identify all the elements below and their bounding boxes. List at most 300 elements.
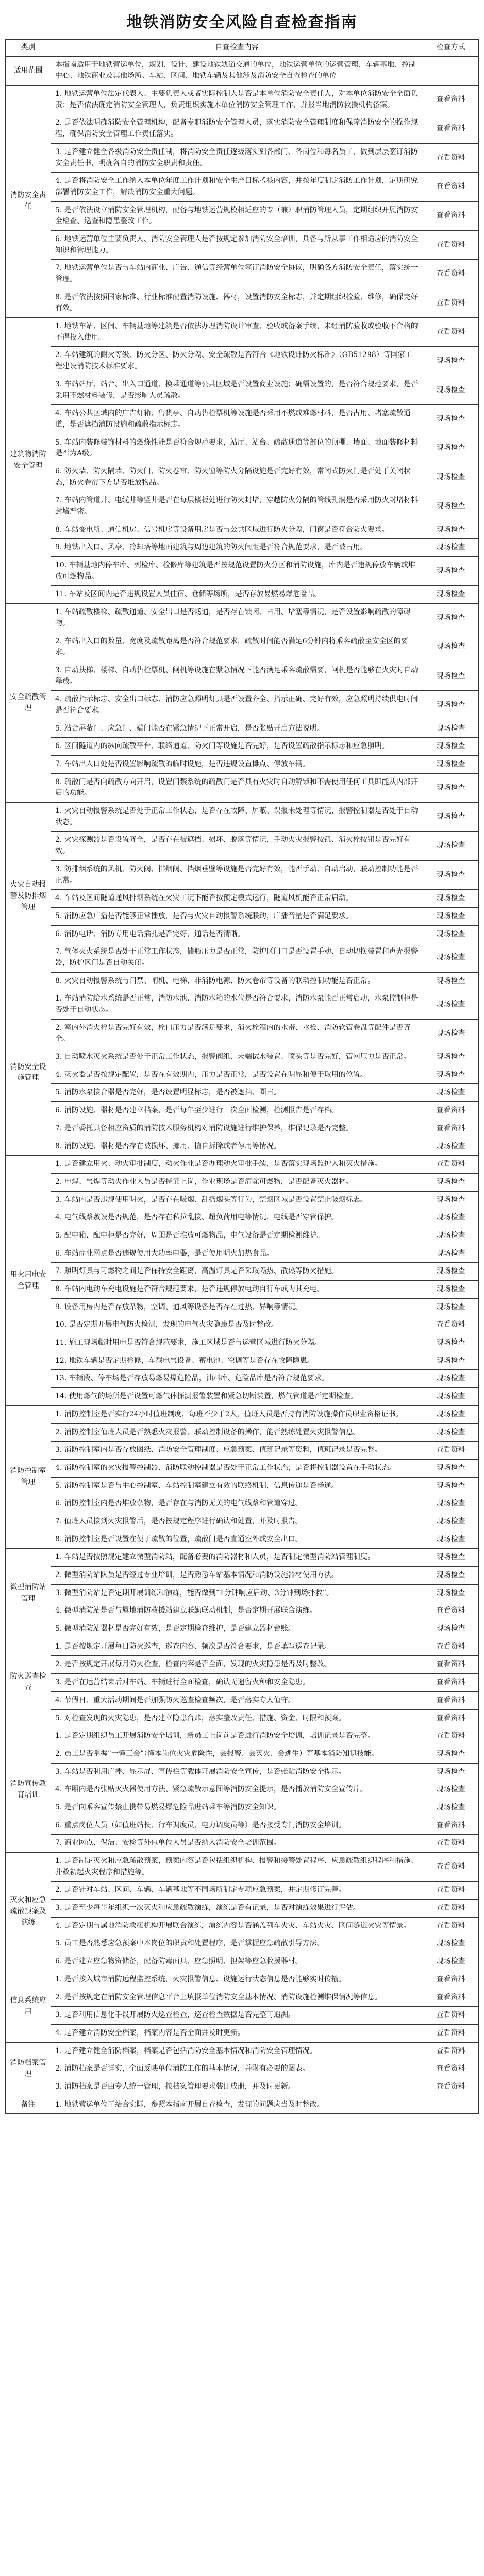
category-cell: 安全疏散管理 [6, 604, 51, 803]
check-method-cell: 现场检查 [423, 925, 479, 943]
check-item-text: 3. 车站站厅、站台、出入口通道、换乘通道等公共区域是否设置商业设施；确需设置的，是否符合规范要求，是否采用不燃材料装修，是否影响人员疏散。 [51, 376, 423, 404]
check-method-cell: 现场检查 [423, 720, 479, 738]
check-method-cell: 现场检查 [423, 1531, 479, 1549]
check-method-cell: 现场检查 [423, 1245, 479, 1263]
check-method-cell: 查看资料 [423, 1727, 479, 1745]
table-row [6, 662, 479, 690]
check-method-cell: 查看资料 [423, 1656, 479, 1674]
check-item-text: 1. 车站消防给水系统是否正常，消防水池、消防水箱的水位是否符合要求，消防水泵能否正常启动，水泵控制柜是否处于自动状态。 [51, 990, 423, 1019]
check-item-text: 3. 自动扶梯、楼梯、自动售检票机、闸机等设施在紧急情况下能否满足乘客疏散需要，闸机是否能够在火灾时自动释放。 [51, 662, 423, 690]
table-row [6, 1971, 479, 1989]
table-row [6, 691, 479, 720]
table-row [6, 633, 479, 662]
check-item-text: 3. 消防控制室内是否存放图纸、消防安全管理制度、应急预案、值班记录等资料，值班记录是否完整。 [51, 1442, 423, 1460]
check-method-cell: 现场检查 [423, 463, 479, 492]
check-item-text: 8. 消防控制室是否设置在便于疏散的位置，疏散门是否直通室外或安全出口。 [51, 1531, 423, 1549]
table-body [6, 56, 479, 2114]
check-method-cell [423, 2096, 479, 2114]
check-method-cell: 现场检查 [423, 1138, 479, 1156]
check-item-text: 4. 消防控制室的火灾报警控制器、消防联动控制器是否处于正常工作状态，是否将控制器设置在手动状态。 [51, 1459, 423, 1477]
table-row [6, 557, 479, 586]
check-item-text: 6. 是否建立应急物资储备，配备防毒面具、应急照明、担架等应急救援器材。 [51, 1953, 423, 1971]
category-cell: 火灾自动报警及防排烟管理 [6, 803, 51, 990]
check-item-text: 1. 是否接入城市消防远程监控系统，火灾报警信息、设施运行状态信息是否能够实时传输。 [51, 1971, 423, 1989]
table-row [6, 860, 479, 889]
check-item-text: 4. 车厢内是否张贴灭火器使用方法、紧急疏散示意图等消防安全提示，是否播放消防安全宣传片。 [51, 1781, 423, 1799]
table-row [6, 1334, 479, 1352]
check-method-cell: 现场检查 [423, 738, 479, 756]
table-row [6, 972, 479, 990]
check-item-text: 5. 车站内装修装饰材料的燃烧性能是否符合规范要求，站厅、站台、疏散通道等部位的顶棚、墙面、地面装修材料是否为A级。 [51, 434, 423, 463]
check-item-text: 3. 是否建立健全各级消防安全责任制，将消防安全责任逐级落实到各部门、各岗位和每名员工，做到层层签订消防安全责任书，明确各自的消防安全职责和责任。 [51, 143, 423, 172]
check-method-cell: 现场检查 [423, 492, 479, 521]
check-item-text: 7. 值班人员接到火灾报警后，是否按规定程序进行确认和处置，并及时报告。 [51, 1513, 423, 1531]
check-item-text: 1. 是否制定灭火和应急疏散预案，预案内容是否包括组织机构、报警和接警处置程序、应急疏散组织程序和措施、扑救初起火灾程序和措施等。 [51, 1853, 423, 1882]
check-method-cell: 现场检查 [423, 1763, 479, 1781]
table-row [6, 1656, 479, 1674]
check-item-text: 5. 消防应急广播是否能够正常播放，是否与火灾自动报警系统联动，广播音量是否满足要求。 [51, 907, 423, 925]
check-item-text: 1. 是否建立用火、动火审批制度，动火作业是否办理动火审批手续，是否落实现场监护人和灭火措施。 [51, 1156, 423, 1174]
check-item-text: 1. 是否按规定开展每日防火巡查，巡查内容、频次是否符合要求，是否填写巡查记录。 [51, 1638, 423, 1656]
table-row [6, 1138, 479, 1156]
check-method-cell: 现场检查 [423, 1084, 479, 1102]
header-content: 自查检查内容 [51, 40, 423, 57]
check-method-cell: 查看资料 [423, 2042, 479, 2060]
check-item-text: 9. 设备用房内是否存放杂物，空调、通风等设备是否存在过热、异响等情况。 [51, 1298, 423, 1316]
check-method-cell: 查看资料 [423, 230, 479, 259]
check-method-cell: 现场检查 [423, 1048, 479, 1066]
check-method-cell: 现场检查 [423, 943, 479, 972]
table-row [6, 907, 479, 925]
check-method-cell: 现场检查 [423, 972, 479, 990]
check-method-cell: 现场检查 [423, 803, 479, 832]
table-row [6, 890, 479, 908]
check-method-cell: 现场检查 [423, 691, 479, 720]
check-item-text: 7. 是否委托具备相应资质的消防技术服务机构对消防设施进行维护保养，维保记录是否完整。 [51, 1120, 423, 1138]
check-method-cell: 现场检查 [423, 1953, 479, 1971]
table-row [6, 2024, 479, 2042]
check-method-cell [423, 56, 479, 85]
check-item-text: 5. 对检查发现的火灾隐患，是否建立隐患台账，落实整改责任、措施、资金、时限和预案。 [51, 1709, 423, 1727]
check-method-cell: 查看资料 [423, 1602, 479, 1620]
check-method-cell: 现场检查 [423, 434, 479, 463]
table-row [6, 1298, 479, 1316]
check-item-text: 2. 车站建筑的耐火等级、防火分区、防火分隔、安全疏散是否符合《地铁设计防火标准》（GB51298）等国家工程建设消防技术标准要求。 [51, 347, 423, 376]
check-item-text: 1. 火灾自动报警系统是否处于正常工作状态，是否存在故障、屏蔽、误报未处理等情况，报警控制器是否处于自动状态。 [51, 803, 423, 832]
check-item-text: 13. 车辆段、停车场是否存放易燃易爆危险品，油料库、危险品库是否符合规范要求。 [51, 1370, 423, 1388]
table-header-row [6, 40, 479, 57]
check-method-cell: 现场检查 [423, 1352, 479, 1370]
check-method-cell: 查看资料 [423, 1102, 479, 1120]
table-row [6, 173, 479, 201]
category-cell: 信息系统应用 [6, 1971, 51, 2042]
table-row [6, 604, 479, 633]
check-item-text: 3. 车站内是否违规使用明火，是否存在吸烟、乱扔烟头等行为，禁烟区域是否设置禁止吸烟标志。 [51, 1191, 423, 1209]
check-item-text: 7. 照明灯具与可燃物之间是否保持安全距离，高温灯具是否采取隔热、散热等防火措施。 [51, 1263, 423, 1281]
table-row [6, 1602, 479, 1620]
check-method-cell: 现场检查 [423, 662, 479, 690]
table-row [6, 56, 479, 85]
check-item-text: 2. 消防控制室值班人员是否熟悉火灾报警、联动控制设备的操作，能否熟练处置火灾报警信息。 [51, 1423, 423, 1442]
check-item-text: 5. 微型消防站器材是否完好有效，是否定期检查维护，是否建立器材台账。 [51, 1620, 423, 1638]
table-row [6, 347, 479, 376]
table-row [6, 1567, 479, 1585]
check-method-cell: 现场检查 [423, 1191, 479, 1209]
check-item-text: 4. 车站公共区域内的广告灯箱、售货亭、自动售检票机等设施是否采用不燃或难燃材料，是否占用、堵塞疏散通道，是否遮挡消防设施和疏散指示标志。 [51, 405, 423, 434]
check-item-text: 11. 车站及区间内是否违规设置人员住宿、仓储等场所，是否存放易燃易爆危险品。 [51, 586, 423, 604]
table-row [6, 521, 479, 539]
check-item-text: 6. 区间隧道内的纵向疏散平台、联络通道、防火门等设施是否完好，是否设置疏散指示标志和应急照明。 [51, 738, 423, 756]
table-row [6, 1674, 479, 1692]
check-item-text: 7. 车站内管道井、电缆井等竖井是否在每层楼板处进行防火封堵，穿越防火分隔的管线孔洞是否采用防火封堵材料封堵严密。 [51, 492, 423, 521]
table-row [6, 318, 479, 347]
check-item-text: 8. 车站内电动车充电设施是否符合规范要求，是否违规停放电动自行车或为其充电。 [51, 1281, 423, 1299]
check-item-text: 4. 电气线路敷设是否规范，是否存在私拉乱接、超负荷用电等情况，电线是否穿管保护。 [51, 1209, 423, 1227]
check-method-cell: 查看资料 [423, 1442, 479, 1460]
table-row [6, 1638, 479, 1656]
check-method-cell: 现场检查 [423, 907, 479, 925]
check-method-cell: 查看资料 [423, 143, 479, 172]
check-method-cell: 现场检查 [423, 1334, 479, 1352]
checklist-table [5, 39, 479, 2114]
table-row [6, 1835, 479, 1853]
category-cell: 适用范围 [6, 56, 51, 85]
check-item-text: 4. 微型消防站是否与属地消防救援站建立联勤联动机制，是否定期开展联合演练。 [51, 1602, 423, 1620]
check-method-cell: 查看资料 [423, 289, 479, 317]
check-item-text: 1. 是否建立健全消防档案，档案是否包括消防安全基本情况和消防安全管理情况。 [51, 2042, 423, 2060]
check-item-text: 8. 车站变电所、通信机房、信号机房等设备用房是否与公共区域进行防火分隔，门窗是否符合防火要求。 [51, 521, 423, 539]
check-item-text: 4. 是否建立消防安全档案，档案内容是否全面并及时更新。 [51, 2024, 423, 2042]
table-row [6, 405, 479, 434]
table-row [6, 1745, 479, 1763]
table-row [6, 1853, 479, 1882]
table-row [6, 1352, 479, 1370]
table-row [6, 1584, 479, 1602]
check-method-cell: 现场检查 [423, 1584, 479, 1602]
table-row [6, 1900, 479, 1918]
check-item-text: 1. 地铁营运单位可结合实际，参照本指南开展自查检查，发现的问题应当及时整改。 [51, 2096, 423, 2114]
check-method-cell: 查看资料 [423, 173, 479, 201]
table-row [6, 1388, 479, 1406]
check-method-cell: 现场检查 [423, 1405, 479, 1423]
table-row [6, 1727, 479, 1745]
table-row [6, 1989, 479, 2007]
check-method-cell: 查看资料 [423, 1835, 479, 1853]
check-method-cell: 现场检查 [423, 1388, 479, 1406]
category-cell: 消防安全设施管理 [6, 990, 51, 1156]
check-method-cell: 查看资料 [423, 1989, 479, 2007]
check-method-cell: 现场检查 [423, 1495, 479, 1513]
table-row [6, 1156, 479, 1174]
table-row [6, 1709, 479, 1727]
table-row [6, 990, 479, 1019]
check-item-text: 2. 是否针对车站、区间、车辆、车辆基地等不同场所制定专项应急预案，并定期修订完善。 [51, 1882, 423, 1900]
table-row [6, 1173, 479, 1191]
table-row [6, 943, 479, 972]
check-method-cell: 查看资料 [423, 2060, 479, 2078]
table-row [6, 2060, 479, 2078]
check-method-cell: 现场检查 [423, 521, 479, 539]
check-method-cell: 查看资料 [423, 1156, 479, 1174]
check-method-cell: 查看资料 [423, 2078, 479, 2096]
table-row [6, 1763, 479, 1781]
table-row [6, 2042, 479, 2060]
category-cell: 灭火和应急疏散预案及演练 [6, 1853, 51, 1971]
check-item-text: 2. 微型消防站队员是否经过专业培训，是否熟悉车站基本情况和消防设施器材使用方法。 [51, 1567, 423, 1585]
table-row [6, 1209, 479, 1227]
check-method-cell: 查看资料 [423, 1674, 479, 1692]
check-item-text: 5. 是否依法设立消防安全管理机构，配备与地铁运营规模相适应的专（兼）职消防管理人员，定期组织开展消防安全检查、巡查和隐患整改工作。 [51, 201, 423, 230]
check-method-cell: 查看资料 [423, 201, 479, 230]
check-item-text: 7. 地铁运营单位是否与车站内商业、广告、通信等经营单位签订消防安全协议，明确各方消防安全责任，落实统一管理。 [51, 260, 423, 289]
check-item-text: 7. 商业网点、保洁、安检等外包单位人员是否纳入消防安全培训范围。 [51, 1835, 423, 1853]
check-method-cell: 查看资料 [423, 1691, 479, 1709]
check-method-cell: 现场检查 [423, 832, 479, 860]
check-method-cell: 现场检查 [423, 1620, 479, 1638]
table-row [6, 803, 479, 832]
table-row [6, 1495, 479, 1513]
check-method-cell: 现场检查 [423, 890, 479, 908]
check-method-cell: 现场检查 [423, 1745, 479, 1763]
check-method-cell: 查看资料 [423, 260, 479, 289]
table-row [6, 1691, 479, 1709]
table-row [6, 143, 479, 172]
check-item-text: 2. 车站出入口的数量、宽度及疏散距离是否符合规范要求，疏散时间能否满足6分钟内将乘客疏散至安全区的要求。 [51, 633, 423, 662]
check-item-text: 5. 消防水泵接合器是否完好，是否设置明显标志，是否被遮挡、圈占。 [51, 1084, 423, 1102]
check-method-cell: 现场检查 [423, 1423, 479, 1442]
check-item-text: 3. 是否至少每半年组织一次灭火和应急疏散演练，演练是否有记录，是否对演练效果进行评估。 [51, 1900, 423, 1918]
check-method-cell: 现场检查 [423, 756, 479, 774]
check-item-text: 1. 是否定期组织员工开展消防安全培训，新员工上岗前是否进行消防安全培训，培训记录是否完整。 [51, 1727, 423, 1745]
check-item-text: 2. 员工是否掌握“一懂三会”（懂本岗位火灾危险性，会报警、会灭火、会逃生）等基本消防知识技能。 [51, 1745, 423, 1763]
check-method-cell: 现场检查 [423, 1781, 479, 1799]
check-method-cell: 查看资料 [423, 1120, 479, 1138]
table-row [6, 1423, 479, 1442]
header-category: 类别 [6, 40, 51, 57]
check-method-cell: 现场检查 [423, 1263, 479, 1281]
table-row [6, 1799, 479, 1817]
check-method-cell: 现场检查 [423, 1549, 479, 1567]
check-method-cell: 现场检查 [423, 773, 479, 802]
category-cell: 消防宣传教育培训 [6, 1727, 51, 1853]
table-row [6, 230, 479, 259]
check-item-text: 6. 车站商业网点是否违规使用大功率电器，是否使用明火加热食品。 [51, 1245, 423, 1263]
check-item-text: 本指南适用于地铁营运单位，规划、设计、建设地铁轨道交通的单位，地铁运营单位的运营管理、车辆基地、控制中心、地铁商业及其他场所、车站、区间、地铁车辆及其他涉及消防安全自查检查的单位 [51, 56, 423, 85]
check-method-cell: 现场检查 [423, 1298, 479, 1316]
table-row [6, 376, 479, 404]
check-method-cell: 现场检查 [423, 1281, 479, 1299]
check-item-text: 3. 是否利用信息化手段开展防火巡查检查，巡查检查数据是否完整可追溯。 [51, 2007, 423, 2025]
check-item-text: 3. 消防档案是否由专人统一管理，按档案管理要求装订成册，并及时更新。 [51, 2078, 423, 2096]
table-row [6, 1781, 479, 1799]
table-row [6, 832, 479, 860]
check-method-cell: 查看资料 [423, 1817, 479, 1835]
table-row [6, 586, 479, 604]
table-row [6, 539, 479, 557]
check-method-cell: 查看资料 [423, 1853, 479, 1882]
category-cell: 备注 [6, 2096, 51, 2114]
table-row [6, 720, 479, 738]
table-row [6, 1917, 479, 1935]
table-row [6, 1442, 479, 1460]
table-row [6, 1370, 479, 1388]
check-item-text: 4. 疏散指示标志、安全出口标志、消防应急照明灯具是否设置齐全、指示正确、完好有效，应急照明持续供电时间是否符合要求。 [51, 691, 423, 720]
check-item-text: 5. 员工是否熟悉应急预案中本岗位的职责和处置程序，是否掌握应急疏散引导方法。 [51, 1935, 423, 1953]
check-item-text: 6. 地铁运营单位主要负责人、消防安全管理人是否按规定参加消防安全培训，具备与所从事工作相适应的消防安全知识和管理能力。 [51, 230, 423, 259]
check-method-cell: 查看资料 [423, 1709, 479, 1727]
check-method-cell: 查看资料 [423, 1971, 479, 1989]
check-item-text: 8. 消防设施、器材是否存在被损坏、挪用、擅自拆除或者停用等情况。 [51, 1138, 423, 1156]
table-row [6, 1405, 479, 1423]
check-item-text: 6. 消防控制室内是否堆放杂物，是否存在与消防无关的电气线路和管道穿过。 [51, 1495, 423, 1513]
table-row [6, 1066, 479, 1084]
check-item-text: 2. 消防档案是否详实，全面反映单位消防工作的基本情况，并附有必要的图表。 [51, 2060, 423, 2078]
table-row [6, 1084, 479, 1102]
table-row [6, 1019, 479, 1048]
table-row [6, 434, 479, 463]
table-row [6, 1882, 479, 1900]
table-row [6, 1048, 479, 1066]
check-method-cell: 查看资料 [423, 2024, 479, 2042]
table-row [6, 1120, 479, 1138]
table-row [6, 1953, 479, 1971]
check-item-text: 2. 是否依法明确消防安全管理机构，配备专职消防安全管理人员，落实消防安全管理制度和保障消防安全的操作规程，确保消防安全管理工作责任落实。 [51, 114, 423, 143]
check-item-text: 8. 是否依法按照国家标准、行业标准配置消防设施、器材，设置消防安全标志，并定期组织检验、维修，确保完好有效。 [51, 289, 423, 317]
check-item-text: 2. 电焊、气焊等动火作业人员是否持证上岗，作业现场是否清除可燃物，是否配备灭火器材。 [51, 1173, 423, 1191]
check-method-cell: 现场检查 [423, 990, 479, 1019]
check-method-cell: 现场检查 [423, 1935, 479, 1953]
check-method-cell: 现场检查 [423, 539, 479, 557]
check-method-cell: 查看资料 [423, 1638, 479, 1656]
table-row [6, 756, 479, 774]
check-method-cell: 现场检查 [423, 1513, 479, 1531]
check-item-text: 11. 施工现场临时用电是否符合规范要求，施工区域是否与运营区域进行防火分隔。 [51, 1334, 423, 1352]
check-item-text: 1. 地铁车站、区间、车辆基地等建筑是否依法办理消防设计审查、验收或备案手续，未经消防验收或验收不合格的不得投入使用。 [51, 318, 423, 347]
category-cell: 微型消防站管理 [6, 1549, 51, 1638]
check-method-cell: 现场检查 [423, 633, 479, 662]
check-item-text: 8. 火灾自动报警系统与门禁、闸机、电梯、非消防电源、防火卷帘等设备的联动控制功能是否正常。 [51, 972, 423, 990]
check-item-text: 12. 地铁车辆是否定期检修，车载电气设备、蓄电池、空调等是否存在故障隐患。 [51, 1352, 423, 1370]
check-item-text: 14. 使用燃气的场所是否设置可燃气体探测报警装置和紧急切断装置，燃气管道是否定期检查。 [51, 1388, 423, 1406]
check-item-text: 5. 配电箱、配电柜是否完好，周围是否堆放可燃物品，电气设备是否定期检测维护。 [51, 1227, 423, 1245]
check-item-text: 3. 自动喷水灭火系统是否处于正常工作状态，报警阀组、末端试水装置、喷头等是否完好，管网压力是否正常。 [51, 1048, 423, 1066]
check-item-text: 5. 站台屏蔽门、应急门、端门能否在紧急情况下正常开启，是否张贴开启方法说明。 [51, 720, 423, 738]
table-row [6, 86, 479, 114]
check-item-text: 4. 是否将消防安全工作纳入本单位年度工作计划和安全生产目标考核内容，并按年度制定消防工作计划，定期研究部署消防安全工作，解决消防安全重大问题。 [51, 173, 423, 201]
table-row [6, 1620, 479, 1638]
check-method-cell: 现场检查 [423, 860, 479, 889]
check-item-text: 5. 消防控制室是否与中心控制室、车站控制室建立有效的联络机制，信息传递是否畅通。 [51, 1477, 423, 1495]
check-item-text: 2. 室内外消火栓是否完好有效，栓口压力是否满足要求，消火栓箱内的水带、水枪、消防软管卷盘等配件是否齐全。 [51, 1019, 423, 1048]
category-cell: 消防安全责任 [6, 86, 51, 318]
check-method-cell: 现场检查 [423, 405, 479, 434]
table-row [6, 1191, 479, 1209]
table-row [6, 1549, 479, 1567]
check-method-cell: 查看资料 [423, 1900, 479, 1918]
table-row [6, 289, 479, 317]
check-item-text: 6. 防火墙、防火隔墙、防火门、防火卷帘、防火窗等防火分隔设施是否完好有效，常闭式防火门是否处于关闭状态，防火卷帘下方是否堆放物品。 [51, 463, 423, 492]
category-cell: 防火巡查检查 [6, 1638, 51, 1727]
table-row [6, 2007, 479, 2025]
check-method-cell: 现场检查 [423, 1370, 479, 1388]
check-item-text: 8. 疏散门是否向疏散方向开启，设置门禁系统的疏散门是否具有火灾时自动解锁和不需使用任何工具即能从内部开启的功能。 [51, 773, 423, 802]
check-item-text: 2. 是否按规定开展每月防火检查，检查内容是否全面，发现的火灾隐患是否及时整改。 [51, 1656, 423, 1674]
check-item-text: 6. 消防电话、消防专用电话插孔是否完好，通话是否清晰。 [51, 925, 423, 943]
table-row [6, 114, 479, 143]
check-item-text: 3. 是否在运营结束后对车站、车辆进行全面检查，确认无遗留火种和安全隐患。 [51, 1674, 423, 1692]
check-method-cell: 现场检查 [423, 604, 479, 633]
table-row [6, 773, 479, 802]
check-item-text: 4. 节假日、重大活动期间是否加强防火巡查检查频次，是否落实专人值守。 [51, 1691, 423, 1709]
table-row [6, 1459, 479, 1477]
check-method-cell: 查看资料 [423, 1917, 479, 1935]
check-item-text: 1. 车站是否按照规定建立微型消防站，配备必要的消防器材和人员，是否制定微型消防站管理制度。 [51, 1549, 423, 1567]
check-item-text: 4. 是否定期与属地消防救援机构开展联合演练，演练内容是否涵盖列车火灾、车站火灾、区间隧道火灾等情景。 [51, 1917, 423, 1935]
table-row [6, 1245, 479, 1263]
check-method-cell: 现场检查 [423, 347, 479, 376]
table-row [6, 1316, 479, 1334]
check-item-text: 3. 防排烟系统的风机、防火阀、排烟阀、挡烟垂壁等设施是否完好有效，能否手动、自动启动，联动控制功能是否正常。 [51, 860, 423, 889]
category-cell: 建筑物消防安全管理 [6, 318, 51, 604]
table-row [6, 463, 479, 492]
check-item-text: 1. 地铁运营单位法定代表人、主要负责人或者实际控制人是否是本单位消防安全责任人，对本单位消防安全全面负责；是否依法确定消防安全管理人，负责组织实施本单位消防安全管理工作，并报当地消防救援机构备案。 [51, 86, 423, 114]
check-method-cell: 现场检查 [423, 1209, 479, 1227]
table-row [6, 738, 479, 756]
table-row [6, 2096, 479, 2114]
check-method-cell: 查看资料 [423, 2007, 479, 2025]
check-method-cell: 现场检查 [423, 586, 479, 604]
table-row [6, 1102, 479, 1120]
table-row [6, 1227, 479, 1245]
check-method-cell: 现场检查 [423, 1173, 479, 1191]
check-item-text: 10. 是否定期开展电气防火检测，发现的电气火灾隐患是否及时整改。 [51, 1316, 423, 1334]
check-method-cell: 现场检查 [423, 376, 479, 404]
check-item-text: 4. 灭火器是否按规定配置，是否在有效期内，压力是否正常，是否设置在明显和便于取用的位置。 [51, 1066, 423, 1084]
check-method-cell: 查看资料 [423, 1882, 479, 1900]
table-row [6, 1935, 479, 1953]
check-method-cell: 查看资料 [423, 114, 479, 143]
table-row [6, 925, 479, 943]
table-row [6, 492, 479, 521]
check-item-text: 5. 是否向乘客宣传禁止携带易燃易爆危险品进站乘车等消防安全知识。 [51, 1799, 423, 1817]
check-item-text: 4. 车站及区间隧道通风排烟系统在火灾工况下能否按预定模式运行，隧道风机能否正常启动。 [51, 890, 423, 908]
check-method-cell: 现场检查 [423, 1477, 479, 1495]
table-row [6, 1281, 479, 1299]
category-cell: 消防档案管理 [6, 2042, 51, 2096]
document-title: 地铁消防安全风险自查检查指南 [126, 13, 358, 31]
check-method-cell: 现场检查 [423, 1459, 479, 1477]
check-item-text: 9. 地铁出入口、风亭、冷却塔等地面建筑与周边建筑的防火间距是否符合规范要求，是否被占用。 [51, 539, 423, 557]
check-item-text: 10. 车辆基地内停车库、列检库、检修库等建筑是否按规范设置防火分区和消防设施，库内是否违规停放车辆或堆放可燃物品。 [51, 557, 423, 586]
header-method: 检查方式 [423, 40, 479, 57]
check-item-text: 3. 微型消防站是否定期开展训练和演练，能否做到“1分钟响应启动、3分钟到场扑救”。 [51, 1584, 423, 1602]
check-item-text: 2. 火灾探测器是否设置齐全，是否存在被遮挡、损坏、脱落等情况，手动火灾报警按钮、消火栓按钮是否完好有效。 [51, 832, 423, 860]
check-method-cell: 现场检查 [423, 1019, 479, 1048]
check-method-cell: 查看资料 [423, 1316, 479, 1334]
check-method-cell: 现场检查 [423, 1799, 479, 1817]
check-item-text: 1. 车站疏散楼梯、疏散通道、安全出口是否畅通，是否存在锁闭、占用、堵塞等情况，是否设置影响疏散的障碍物。 [51, 604, 423, 633]
table-row [6, 1513, 479, 1531]
table-row [6, 1263, 479, 1281]
table-row [6, 260, 479, 289]
check-method-cell: 现场检查 [423, 557, 479, 586]
check-item-text: 3. 车站是否利用广播、显示屏、宣传栏等载体开展消防安全宣传，是否张贴消防安全提示。 [51, 1763, 423, 1781]
check-item-text: 6. 重点岗位人员（如值班站长、行车调度员、电力调度员等）是否接受专门消防安全培训。 [51, 1817, 423, 1835]
category-cell: 用火用电安全管理 [6, 1156, 51, 1406]
check-item-text: 2. 是否按规定在消防安全管理信息平台上填报单位消防安全基本情况、消防设施检测维保情况等信息。 [51, 1989, 423, 2007]
table-row [6, 1531, 479, 1549]
table-row [6, 201, 479, 230]
